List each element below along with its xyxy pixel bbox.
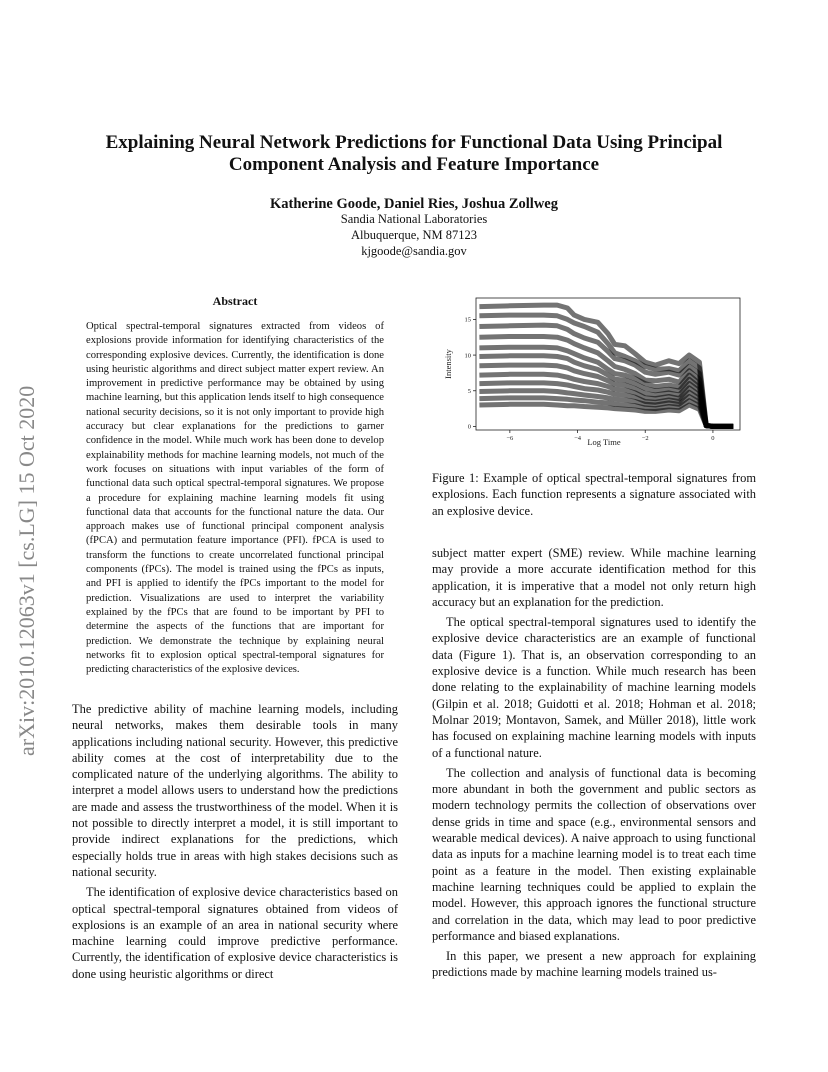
y-axis-label: Intensity [443, 349, 453, 379]
paper-authors: Katherine Goode, Daniel Ries, Joshua Zollweg [270, 196, 558, 212]
signature-line-12 [479, 404, 733, 426]
series-layer [479, 305, 733, 426]
figure-1-caption: Figure 1: Example of optical spectral-temporal signatures from explosions. Each function represents a signature associated with an explosive device. [432, 471, 756, 518]
x-tick-label: −6 [506, 435, 514, 442]
figure-1-chart [436, 292, 748, 450]
right-column-body [432, 545, 756, 981]
abstract-heading: Abstract [212, 294, 258, 308]
arxiv-id: arXiv:2010.12063v1 [cs.LG] 15 Oct 2020 [14, 385, 39, 756]
y-tick-label: 0 [467, 423, 471, 431]
paragraph: subject matter expert (SME) review. While machine learning may provide a more accurate identification method for this application, it is imperative that a model not only return high accuracy but an explanation for the prediction. [432, 546, 756, 609]
affiliation-institution: Sandia National Laboratories [340, 212, 488, 226]
paper-title: Explaining Neural Network Predictions for Functional Data Using Principal Component Analysis and Feature Importance [105, 132, 723, 175]
x-tick-label: −2 [641, 435, 649, 442]
paragraph: The predictive ability of machine learning models, including neural networks, makes them desirable tools in many applications including national security. However, this predictive ability comes at the cost of interpretability due to the complicated nature of the underlying algorithms. The ability to interpret a model allows users to understand how the predictions are made and assess the trustworthiness of the model. When it is not possible to directly interpret a model, it is still important to provide indirect explanations for the predictions, which especially holds true in areas with high stakes decisions such as national security. [72, 702, 398, 879]
affiliation-address: Albuquerque, NM 87123 [350, 228, 478, 242]
x-tick-label: 0 [711, 435, 715, 442]
y-ticks [465, 317, 477, 431]
paragraph: The identification of explosive device characteristics based on optical spectral-temporal signatures obtained from videos of explosions is an example of an area in national security where machine learning could improve predictive performance. Currently, the identification of explosive device characteristics is done using heuristic algorithms or direct [72, 885, 398, 981]
affiliation-email[interactable]: kjgoode@sandia.gov [361, 244, 467, 258]
x-tick-label: −4 [574, 435, 581, 442]
paragraph: In this paper, we present a new approach for explaining predictions made by machine learning models trained us- [432, 949, 756, 980]
y-tick-label: 5 [467, 388, 471, 396]
paragraph: The optical spectral-temporal signatures used to identify the explosive device characteristics are an example of functional data (Figure 1). That is, an observation corresponding to an explosive device is a function. While much research has been done relating to the explainability of machine learning models (Gilpin et al. 2018; Guidotti et al. 2018; Hohman et al. 2018; Molnar 2019; Montavon, Samek, and Müller 2018), little work has focused on explaining machine learning models with inputs of a functional nature. [432, 615, 756, 760]
abstract-text: Optical spectral-temporal signatures extracted from videos of explosions provide information for identifying characteristics of the corresponding explosive devices. Currently, the identification is done using heuristic algorithms and direct subject matter expert review. An improvement in predictive performance may be obtained by using machine learning, but this application lends itself to high consequence national security decisions, so it is not only important to provide high accuracy but clear explanations for the predictions to garner confidence in the model. While much work has been done to develop explainability methods for machine learning models, not much of the work focuses on situations with input variables of the form of functional data such optical spectral-temporal signatures. We propose a procedure for explaining machine learning models fit using functional data that accounts for the functional nature the data. Our approach makes use of functional principal component analysis (fPCA) and permutation feature importance (PFI). fPCA is used to transform the functions to create uncorrelated functional principal components (fPCs). The model is trained using the fPCs as inputs, and PFI is applied to identify the fPCs important to the model for prediction. Visualizations are used to interpret the variability explained by the fPCs that are found to be important by PFI to determine the aspects of the functions that are important for prediction. We demonstrate the technique by explaining neural networks fit to explosion optical spectral-temporal signatures for predicting characteristics of the explosive devices. [86, 321, 384, 676]
left-column-body [72, 701, 398, 982]
x-axis-label: Log Time [587, 437, 621, 447]
arxiv-side-stamp [14, 288, 40, 758]
y-tick-label: 10 [464, 352, 471, 360]
paragraph: The collection and analysis of functional data is becoming more abundant in both the government and public sectors as modern technology permits the collection of observations over dense grids in time and space (e.g., environmental sensors and wearable medical devices). A naive approach to using functional data as inputs for a machine learning model is to treat each time point as a feature in the model. Then existing explainable machine learning techniques could be applied to explain the model. However, this approach ignores the functional structure and correlation in the data, which may lead to poor predictive performance and biased explanations. [432, 765, 756, 943]
y-tick-label: 15 [464, 316, 471, 324]
